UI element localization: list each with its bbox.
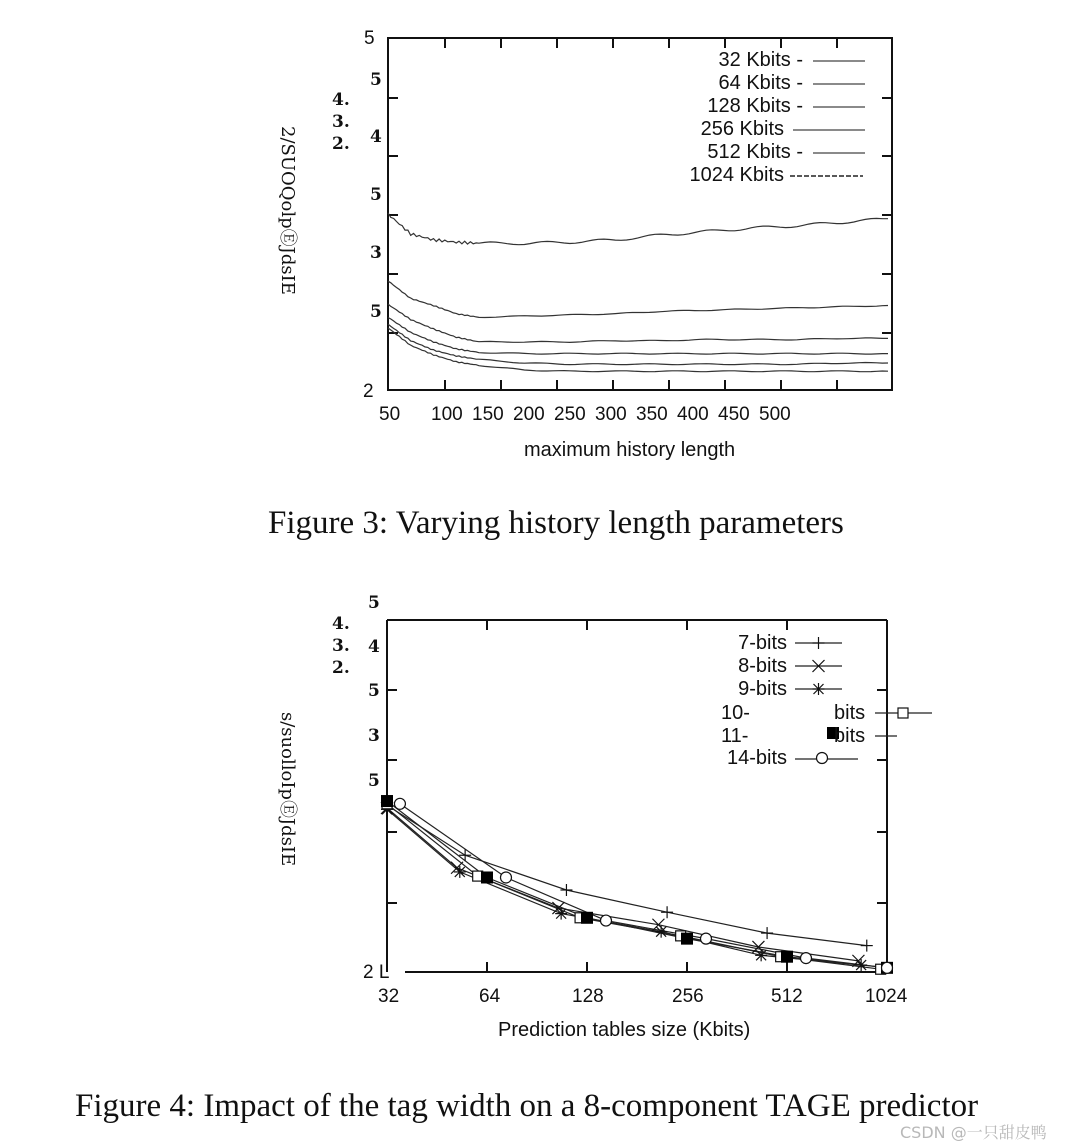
series-line <box>387 804 881 969</box>
figure-3-x-tick: 300 <box>595 404 627 425</box>
figure-4-x-tick: 1024 <box>865 986 908 1007</box>
figure-4-y-axis-label: s/suolloIpⒺJdsIE <box>277 712 298 867</box>
figure-3-y-tick: 5 <box>370 302 382 322</box>
figure-4-y-tick: 2 L <box>363 962 390 983</box>
figure-3-y-tick: 4 <box>370 127 382 147</box>
figure-3-y-tick: 5 <box>370 70 382 90</box>
legend-item-11bits-suffix: bits <box>834 725 866 747</box>
figure-3-y-side-label: 2. <box>332 134 350 154</box>
legend-item-11bits <box>721 725 748 748</box>
figure-4-y-tick: 3 <box>368 726 380 746</box>
legend-item-32kbits: 32 Kbits - <box>718 49 803 71</box>
series-line <box>400 804 887 968</box>
figure-3-y-side-label: 3. <box>332 112 350 132</box>
figure-3-y-tick: 5 <box>370 185 382 205</box>
legend-item-14bits: 14-bits <box>726 747 787 769</box>
figure-3-y-side-label: 4. <box>332 90 350 110</box>
figure-3-y-tick: 3 <box>370 243 382 263</box>
figure-3-x-tick: 500 <box>759 404 791 425</box>
figure-3-y-tick: 2 <box>363 381 374 402</box>
figure-4-x-tick: 64 <box>479 986 501 1007</box>
figure-4-y-side-label: 3. <box>332 636 350 656</box>
series-line <box>387 809 861 965</box>
legend-item-64kbits: 64 Kbits - <box>718 72 803 94</box>
figure-4-y-tick: 4 <box>368 637 380 657</box>
watermark: CSDN @一只甜皮鸭 <box>900 1123 1047 1142</box>
figure-3-y-tick: 5 <box>364 28 375 49</box>
legend-label: 10- <box>721 702 750 724</box>
figure-4-y-side-label: 4. <box>332 614 350 634</box>
legend-label: 11- <box>721 725 749 747</box>
figure-3-x-tick: 200 <box>513 404 545 425</box>
legend-item-128kbits: 128 Kbits - <box>707 95 803 117</box>
figure-3-y-axis-label: 2/SUOQolpⒺJdsIE <box>277 126 298 295</box>
legend-item-10bits <box>721 702 750 725</box>
figure-3-x-axis-title: maximum history length <box>524 439 736 461</box>
figure-4-x-tick: 128 <box>572 986 604 1007</box>
figure-4-y-tick: 5 <box>368 593 380 613</box>
figure-3-x-tick: 250 <box>554 404 586 425</box>
figure-3-x-tick: 100 <box>431 404 463 425</box>
legend-item-10bits-suffix: bits <box>834 702 866 724</box>
figure-4-y-tick: 5 <box>368 771 380 791</box>
legend-item-512kbits: 512 Kbits - <box>707 141 803 163</box>
legend-item-256kbits: 256 Kbits <box>700 118 784 140</box>
figure-3-x-tick: 450 <box>718 404 750 425</box>
figure-4-caption: Figure 4: Impact of the tag width on a 8-component TAGE predictor <box>75 1088 979 1124</box>
figure-3-x-tick: 50 <box>379 404 401 425</box>
figure-4-x-tick: 32 <box>378 986 400 1007</box>
figure-4-x-tick: 256 <box>672 986 704 1007</box>
figure-3-x-tick: 400 <box>677 404 709 425</box>
figure-3-caption: Figure 3: Varying history length parameters <box>268 505 844 541</box>
figure-3-x-tick: 150 <box>472 404 504 425</box>
figure-4-y-tick: 5 <box>368 681 380 701</box>
series-line <box>387 808 858 961</box>
series-line <box>387 801 887 968</box>
legend-item-1024kbits: 1024 Kbits <box>689 164 784 186</box>
figure-3-x-tick: 350 <box>636 404 668 425</box>
legend-item-8bits: 8-bits <box>738 655 787 677</box>
figure-4-y-side-label: 2. <box>332 658 350 678</box>
legend-item-7bits: 7-bits <box>738 632 787 654</box>
figure-4-x-axis-title: Prediction tables size (Kbits) <box>498 1019 751 1041</box>
legend-item-9bits: 9-bits <box>738 678 787 700</box>
figure-4-x-tick: 512 <box>771 986 803 1007</box>
